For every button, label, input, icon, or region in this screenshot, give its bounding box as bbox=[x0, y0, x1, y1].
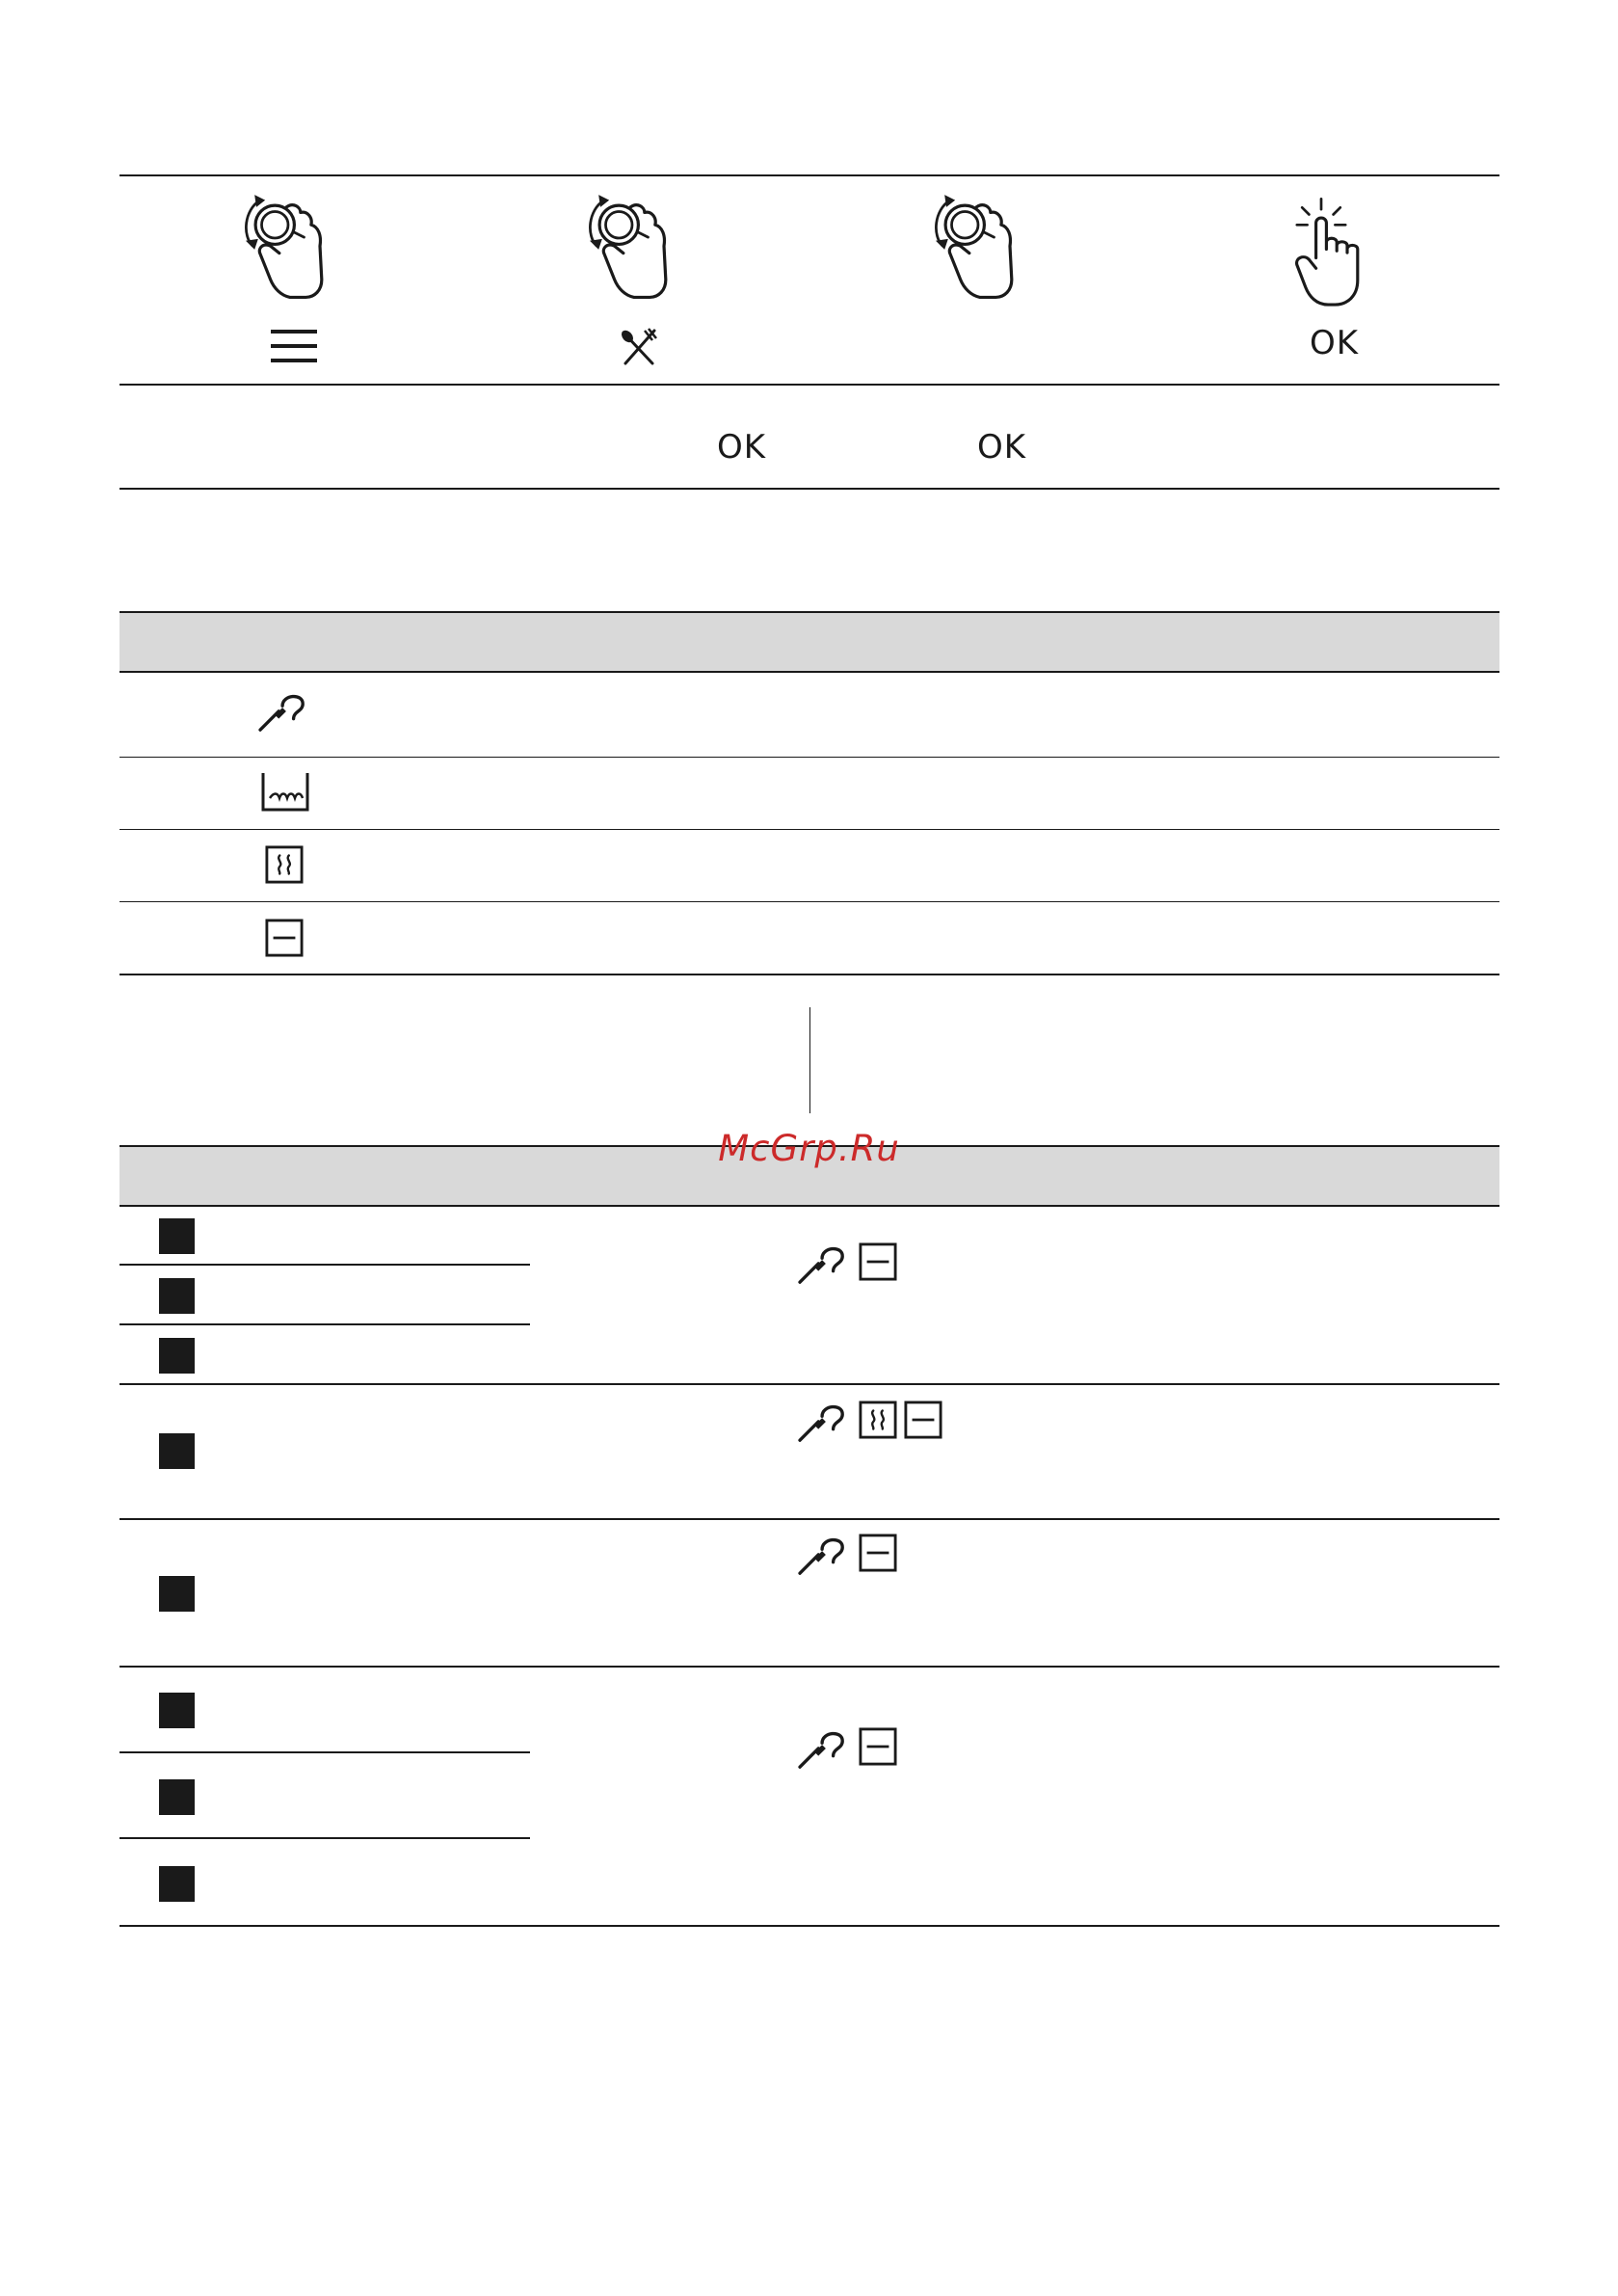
level-marker bbox=[159, 1278, 195, 1314]
table-row-divider bbox=[119, 829, 1499, 830]
instruction-top-rule bbox=[119, 174, 1499, 176]
level-marker bbox=[159, 1779, 195, 1815]
ok-label: OK bbox=[977, 428, 1027, 467]
instruction-bottom-rule bbox=[119, 488, 1499, 490]
level-marker bbox=[159, 1866, 195, 1902]
rotate-knob-icon bbox=[925, 191, 1031, 307]
table-row-divider bbox=[119, 757, 1499, 758]
table-row-divider bbox=[119, 1837, 530, 1839]
table-row-divider bbox=[119, 1751, 530, 1753]
meat-probe-icon bbox=[796, 1398, 852, 1444]
level-marker bbox=[159, 1576, 195, 1612]
steam-icon bbox=[859, 1401, 897, 1439]
level-marker bbox=[159, 1338, 195, 1374]
function-table-header-rule bbox=[119, 671, 1499, 673]
ok-label: OK bbox=[1310, 324, 1360, 362]
bottom-heat-icon bbox=[904, 1401, 942, 1439]
ok-label: OK bbox=[717, 428, 767, 467]
meat-probe-icon bbox=[796, 1240, 852, 1286]
meat-probe-icon bbox=[796, 1724, 852, 1771]
function-table-header bbox=[119, 613, 1499, 671]
level-marker bbox=[159, 1433, 195, 1469]
steam-icon bbox=[265, 845, 304, 884]
press-icon bbox=[1286, 197, 1373, 310]
meat-probe-icon bbox=[796, 1531, 852, 1577]
bottom-heat-icon bbox=[859, 1242, 897, 1281]
vertical-divider bbox=[809, 1007, 810, 1113]
table-group-divider bbox=[119, 1518, 1499, 1520]
rotate-knob-icon bbox=[579, 191, 685, 307]
bottom-heat-icon bbox=[265, 919, 304, 957]
level-marker bbox=[159, 1218, 195, 1254]
meat-probe-icon bbox=[256, 687, 312, 734]
level-marker bbox=[159, 1693, 195, 1728]
instruction-mid-rule bbox=[119, 384, 1499, 386]
table-row-divider bbox=[119, 901, 1499, 902]
function-table-bottom-rule bbox=[119, 974, 1499, 975]
watermark: McGrp.Ru bbox=[718, 1128, 900, 1169]
rotate-knob-icon bbox=[235, 191, 341, 307]
cutlery-icon bbox=[620, 327, 658, 365]
level-table-bottom-rule bbox=[119, 1925, 1499, 1927]
table-row-divider bbox=[119, 1323, 530, 1325]
water-tray-icon bbox=[260, 771, 310, 812]
menu-icon bbox=[271, 329, 317, 363]
table-group-divider bbox=[119, 1666, 1499, 1668]
level-table-header-rule bbox=[119, 1205, 1499, 1207]
bottom-heat-icon bbox=[859, 1727, 897, 1766]
table-group-divider bbox=[119, 1383, 1499, 1385]
table-row-divider bbox=[119, 1264, 530, 1266]
bottom-heat-icon bbox=[859, 1534, 897, 1572]
